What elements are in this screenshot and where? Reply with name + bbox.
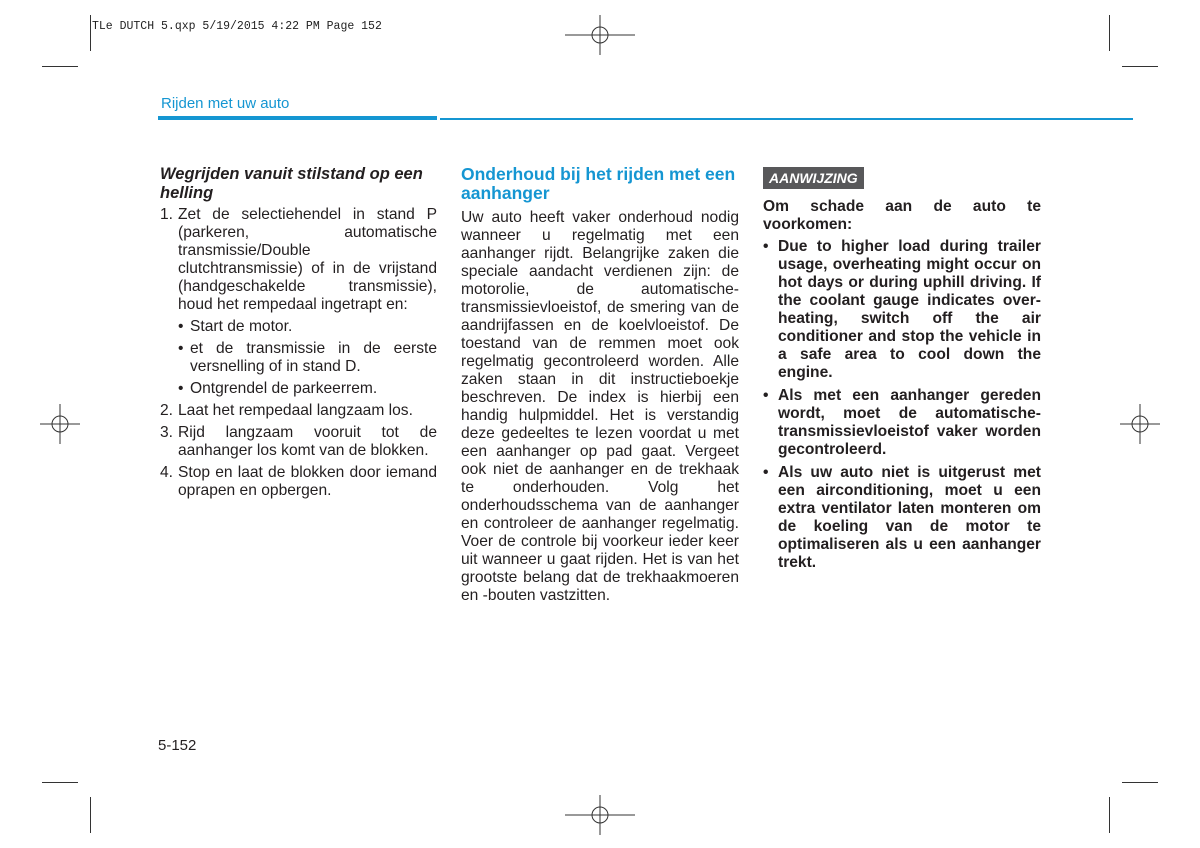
note-badge: AANWIJZING <box>763 167 864 189</box>
registration-mark-left <box>40 404 80 444</box>
left-column <box>160 165 437 504</box>
sub-bullet <box>178 318 437 336</box>
header-rule-thick <box>158 116 437 120</box>
sub-bullet-text: et de transmissie in de eerste versnelling of in stand D. <box>190 340 437 375</box>
step-number: 1. <box>160 206 174 223</box>
registration-mark-top <box>565 15 635 55</box>
note-bullet-text: Als uw auto niet is uitgerust met een airconditioning, moet u een extra ventilator laten monteren om de koeling van de motor te optimaliseren als u een aanhanger trekt. <box>778 464 1041 571</box>
note-bullet <box>763 464 1041 572</box>
step-4 <box>160 464 437 500</box>
trailer-maintenance-heading: Onderhoud bij het rijden met een aanhanger <box>461 164 736 203</box>
sub-bullet <box>178 340 437 376</box>
step-number: 3. <box>160 424 174 441</box>
sub-bullet-text: Start de motor. <box>190 318 293 335</box>
bullet-icon: • <box>178 340 184 357</box>
step-1 <box>160 206 437 314</box>
bullet-icon: • <box>763 387 769 404</box>
bullet-icon: • <box>178 380 184 397</box>
bullet-icon: • <box>178 318 184 335</box>
page-number: 5-152 <box>158 737 197 754</box>
registration-mark-right <box>1120 404 1160 444</box>
sub-bullet <box>178 380 437 398</box>
registration-mark-bottom <box>565 795 635 835</box>
hill-start-heading: Wegrijden vanuit stilstand op een helling <box>160 165 423 202</box>
bullet-icon: • <box>763 464 769 481</box>
section-title: Rijden met uw auto <box>161 95 290 112</box>
step-text: Stop en laat de blokken door iemand oprapen en opbergen. <box>178 464 437 499</box>
step-2 <box>160 402 437 420</box>
sub-bullet-text: Ontgrendel de parkeerrem. <box>190 380 378 397</box>
note-bullet <box>763 387 1041 459</box>
right-column <box>763 167 1041 577</box>
bullet-icon: • <box>763 238 769 255</box>
step-number: 2. <box>160 402 174 419</box>
note-bullet <box>763 238 1041 382</box>
note-bullet-text: Als met een aanhanger gereden wordt, moet de automatische-transmissievloeistof vaker worden gecontroleerd. <box>778 387 1041 458</box>
step-number: 4. <box>160 464 174 481</box>
step-3 <box>160 424 437 460</box>
middle-column <box>461 165 739 605</box>
note-intro: Om schade aan de auto te voorkomen: <box>763 198 1041 233</box>
step-text: Zet de selectiehendel in stand P (parkeren, automatische transmissie/Double clutchtransmissie) of in de vrijstand (handgeschakelde transmissie), houd het rempedaal ingetrapt en: <box>178 206 437 313</box>
trailer-maintenance-body: Uw auto heeft vaker onderhoud nodig wanneer u regelmatig met een aanhanger rijdt. Belangrijke zaken die speciale aandacht verdienen zijn: de motorolie, de automatische-transmissievloeistof, de smering van de aandrijfassen en de koelvloeistof. De toestand van de remmen moet ook regelmatig gecontroleerd worden. Alle zaken staan in dit instructieboekje beschreven. De index is hierbij een handig hulpmiddel. Het is verstandig deze gedeeltes te lezen voordat u met een aanhanger op pad gaat. Vergeet ook niet de aanhanger en de trekhaak te onderhouden. Volg het onderhoudsschema van de aanhanger en controleer de aanhanger regelmatig. Voer de controle bij voorkeur ieder keer uit wanneer u gaat rijden. Het is van het grootste belang dat de trekhaakmoeren en -bouten vastzitten. <box>461 209 739 604</box>
print-slug: TLe DUTCH 5.qxp 5/19/2015 4:22 PM Page 152 <box>92 20 382 33</box>
header-rule-thin <box>440 118 1133 120</box>
step-text: Laat het rempedaal langzaam los. <box>178 402 413 419</box>
note-bullet-text: Due to higher load during trailer usage, overheating might occur on hot days or during uphill driving. If the coolant gauge indicates over-heating, switch off the air conditioner and stop the vehicle in a safe area to cool down the engine. <box>778 238 1041 381</box>
step-text: Rijd langzaam vooruit tot de aanhanger los komt van de blokken. <box>178 424 437 459</box>
